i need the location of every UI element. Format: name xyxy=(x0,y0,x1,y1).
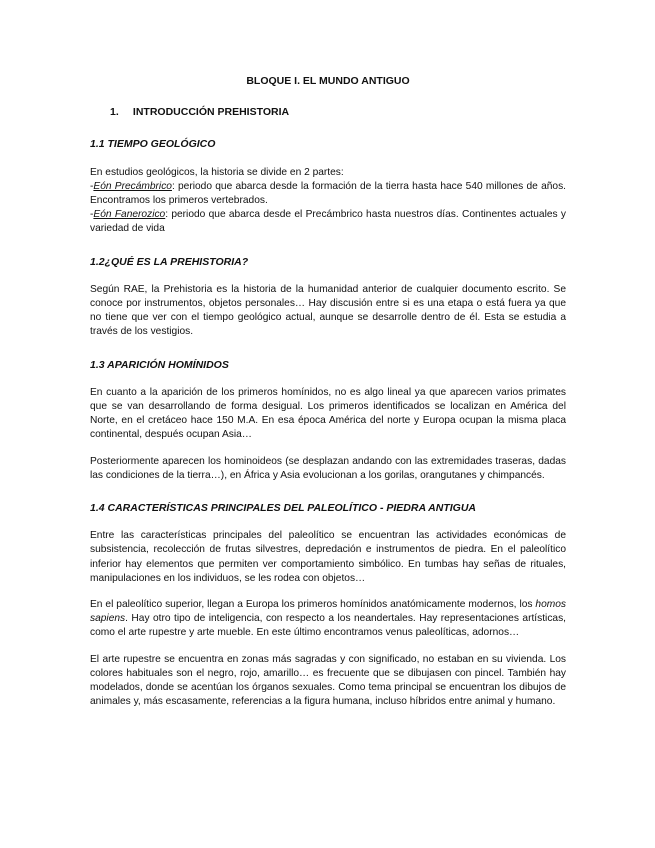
section-label: INTRODUCCIÓN PREHISTORIA xyxy=(132,106,290,119)
term-precambrico: Eón Precámbrico xyxy=(93,180,172,192)
subsection-heading-1-1: 1.1 TIEMPO GEOLÓGICO xyxy=(90,138,216,151)
paragraph-arte-rupestre: El arte rupestre se encuentra en zonas más sagradas y con significado, no estaban en su vivienda. Los colores habituales son el negro, rojo, amarillo… es frecuente que se dibujasen con pincel. También hay modelados, donde se acentúan los órganos sexuales. Como tema principal se encuentran los dibujos de animales y, más escasamente, referencias a la figura humana, incluso híbridos entre animal y humano. xyxy=(90,653,566,708)
list-item-fanerozico: -Eón Fanerozico: periodo que abarca desde el Precámbrico hasta nuestros días. Continentes actuales y variedad de vida xyxy=(90,209,566,235)
definition-fanerozico: : periodo que abarca desde el Precámbrico hasta nuestros días. Continentes actuales y variedad de vida xyxy=(90,209,566,235)
definition-precambrico: : periodo que abarca desde la formación de la tierra hasta hace 540 millones de años. Encontramos los primeros vertebrados. xyxy=(90,180,566,207)
paragraph-prehistoria: Según RAE, la Prehistoria es la historia de la humanidad anterior de cualquier documento escrito. Se conoce por instrumentos, objetos personales… Hay discusión entre si es una etapa o está fuera ya que no tiene que ver con el tiempo geológico actual, aunque se desarrolle dentro de él. Esta se estudia a través de los vestigios. xyxy=(90,283,566,338)
section-number: 1. xyxy=(110,106,119,119)
italic-term: homos sapiens xyxy=(90,599,566,625)
paragraph-paleolitico-2 xyxy=(90,598,566,641)
paragraph-intro: En estudios geológicos, la historia se divide en 2 partes: xyxy=(90,166,344,178)
subsection-heading-1-2: 1.2¿QUÉ ES LA PREHISTORIA? xyxy=(90,255,249,268)
paragraph-paleolitico-1: Entre las características principales del paleolítico se encuentran las actividades económicas de subsistencia, recolección de frutas silvestres, depredación e instrumentos de piedra. En el paleolítico inferior hay elementos que permiten ver comportamiento simbólico. En tumbas hay señas de rituales, manipulaciones en los individuos, se les rodea con objetos… xyxy=(90,530,566,584)
section-heading-1 xyxy=(110,105,566,119)
paragraph-start: En el paleolítico superior, llegan a Europa los primeros homínidos anatómicamente modernos, los xyxy=(90,599,536,611)
document-body xyxy=(90,74,566,710)
paragraph-end: . Hay otro tipo de inteligencia, con respecto a los neandertales. Hay representaciones artísticas, como el arte rupestre y arte mueble. En este último encontramos venus paleolíticas, adornos… xyxy=(90,613,566,639)
paragraph-hominidos-1: En cuanto a la aparición de los primeros homínidos, no es algo lineal ya que aparecen varios primates que se van desarrollando de forma desigual. Los primeros identificados se localizan en América del Norte, en el cretáceo hace 150 M.A. En esa época América del norte y Europa ocupan la misma placa continental, después ocupan Asia… xyxy=(90,386,566,441)
subsection-heading-1-4: 1.4 CARACTERÍSTICAS PRINCIPALES DEL PALEOLÍTICO - PIEDRA ANTIGUA xyxy=(90,502,476,515)
document-title: BLOQUE I. EL MUNDO ANTIGUO xyxy=(246,75,410,87)
paragraph-tiempo-geologico xyxy=(90,166,566,237)
subsection-heading-1-3: 1.3 APARICIÓN HOMÍNIDOS xyxy=(90,358,229,371)
list-item-precambrico: -Eón Precámbrico: periodo que abarca desde la formación de la tierra hasta hace 540 millones de años. Encontramos los primeros vertebrados. xyxy=(90,180,566,207)
paragraph-hominidos-2: Posteriormente aparecen los hominoideos (se desplazan andando con las extremidades traseras, dadas las condiciones de la tierra…), en África y Asia evolucionan a los gorilas, orangutanes y chimpancés. xyxy=(90,455,566,481)
term-fanerozico: Eón Fanerozico xyxy=(93,209,166,221)
